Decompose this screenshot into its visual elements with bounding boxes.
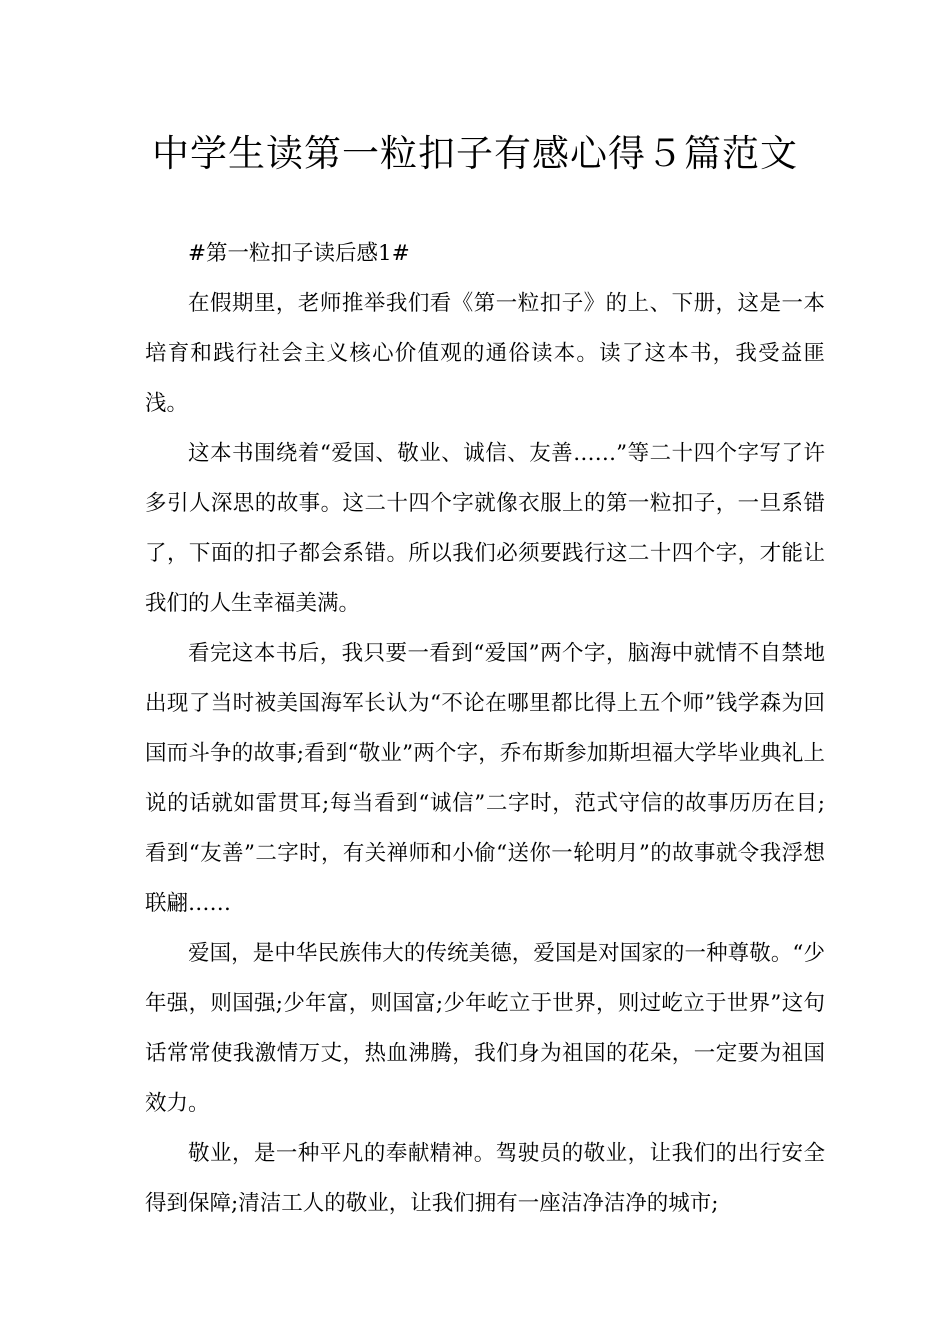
paragraph: 这本书围绕着“爱国、敬业、诚信、友善……”等二十四个字写了许多引人深思的故事。这二十四个字就像衣服上的第一粒扣子，一旦系错了，下面的扣子都会系错。所以我们必须要践行这二十四个字，才能让我们的人生幸福美满。 bbox=[145, 441, 825, 616]
section-heading: #第一粒扣子读后感1# bbox=[188, 241, 410, 266]
paragraph: 在假期里，老师推举我们看《第一粒扣子》的上、下册，这是一本培育和践行社会主义核心价值观的通俗读本。读了这本书，我受益匪浅。 bbox=[145, 291, 825, 416]
document-title: 中学生读第一粒扣子有感心得５篇范文 bbox=[152, 132, 798, 175]
paragraph: 敬业，是一种平凡的奉献精神。驾驶员的敬业，让我们的出行安全得到保障;清洁工人的敬业，让我们拥有一座洁净洁净的城市; bbox=[145, 1141, 825, 1216]
paragraph: 看完这本书后，我只要一看到“爱国”两个字，脑海中就情不自禁地出现了当时被美国海军长认为“不论在哪里都比得上五个师”钱学森为回国而斗争的故事;看到“敬业”两个字，乔布斯参加斯坦福大学毕业典礼上说的话就如雷贯耳;每当看到“诚信”二字时，范式守信的故事历历在目;看到“友善”二字时，有关禅师和小偷“送你一轮明月”的故事就令我浮想联翩…… bbox=[145, 641, 825, 916]
document-body bbox=[145, 229, 825, 1229]
paragraph: 爱国，是中华民族伟大的传统美德，爱国是对国家的一种尊敬。“少年强，则国强;少年富，则国富;少年屹立于世界，则过屹立于世界”这句话常常使我激情万丈，热血沸腾，我们身为祖国的花朵，一定要为祖国效力。 bbox=[145, 941, 825, 1116]
